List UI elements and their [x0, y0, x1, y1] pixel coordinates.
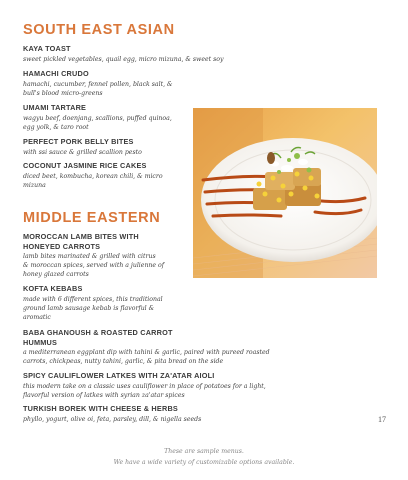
- item-description: [23, 252, 164, 280]
- item-name: TURKISH BOREK WITH CHEESE & HERBS: [23, 404, 178, 413]
- item-description: [23, 114, 172, 132]
- item-name: KOFTA KEBABS: [23, 284, 83, 293]
- item-name: PERFECT PORK BELLY BITES: [23, 137, 134, 146]
- item-name: MOROCCAN LAMB BITES WITH: [23, 232, 139, 241]
- item-name: HAMACHI CRUDO: [23, 69, 89, 78]
- item-description-line: aromatic: [23, 313, 51, 321]
- item-name-line-2: HUMMUS: [23, 337, 58, 347]
- item-name: COCONUT JASMINE RICE CAKES: [23, 161, 147, 170]
- item-description-line: made with 6 different spices, this traditional: [23, 295, 163, 303]
- footer-note: These are sample menus.: [164, 448, 244, 455]
- item-description-line: egg yolk, & taro root: [23, 123, 89, 131]
- footer-note: We have a wide variety of customizable options available.: [113, 459, 295, 466]
- menu-item-coconut-rice-cakes: [23, 161, 163, 190]
- menu-item-turkish-borek: [23, 404, 201, 424]
- menu-item-umami-tartare: [23, 103, 172, 132]
- item-description-line: lamb bites marinated & grilled with citrus: [23, 253, 156, 260]
- item-description-line: honey glazed carrots: [23, 271, 89, 279]
- item-description-line: ground lamb sausage kebab is flavorful &: [23, 304, 155, 312]
- menu-item-moroccan-lamb-bites: [23, 232, 164, 280]
- menu-item-kaya-toast: [23, 44, 224, 64]
- item-name: UMAMI TARTARE: [23, 103, 87, 112]
- item-description: [23, 172, 163, 190]
- item-description-line: carrots, chickpeas, nutty tahini, garlic, & pita bread on the side: [23, 358, 224, 366]
- item-name: KAYA TOAST: [23, 44, 71, 53]
- menu-item-hamachi-crudo: [23, 69, 173, 98]
- item-description: phyllo, yogurt, olive oi, feta, parsley, dill, & nigella seeds: [23, 415, 202, 423]
- page-number: 17: [378, 415, 386, 424]
- item-description-line: hamachi, cucumber, fennel pollen, black salt, &: [23, 80, 173, 88]
- menu-item-kofta-kebabs: [23, 284, 163, 322]
- item-description-line: mizuna: [23, 181, 46, 189]
- item-description-line: bull's blood micro-greens: [23, 89, 103, 97]
- item-description: [23, 295, 163, 323]
- item-description-line: wagyu beef, doenjang, scallions, puffed quinoa,: [23, 114, 172, 122]
- item-description: with ssi sauce & grilled scallion pesto: [23, 148, 142, 156]
- item-description-line: diced beet, kombucha, korean chili, & micro: [23, 172, 163, 180]
- menu-item-baba-ghanoush: [23, 328, 270, 366]
- item-description-line: & moroccan spices, served with a julienne of: [23, 262, 165, 270]
- food-photo: [193, 108, 377, 278]
- item-name: SPICY CAULIFLOWER LATKES WITH ZA'ATAR AIOLI: [23, 371, 215, 380]
- section-title-middle-eastern: MIDDLE EASTERN: [23, 210, 161, 226]
- menu-item-pork-belly-bites: [23, 137, 142, 157]
- item-description: [23, 382, 266, 400]
- item-description: sweet pickled vegetables, quail egg, micro mizuna, & sweet soy: [23, 55, 224, 63]
- item-description: [23, 80, 173, 98]
- item-description-line: flavorful version of latkes with syrian za'atar spices: [23, 391, 185, 399]
- item-description: [23, 348, 270, 366]
- item-name: BABA GHANOUSH & ROASTED CARROT: [23, 328, 173, 337]
- item-description-line: a mediterranean eggplant dip with tahini & garlic, paired with pureed roasted: [23, 349, 270, 356]
- item-description-line: this modern take on a classic uses cauliflower in place of potatoes for a light,: [23, 382, 266, 390]
- item-name-line-2: HONEYED CARROTS: [23, 241, 101, 251]
- menu-item-cauliflower-latkes: [23, 371, 266, 400]
- section-title-south-east-asian: SOUTH EAST ASIAN: [23, 22, 175, 38]
